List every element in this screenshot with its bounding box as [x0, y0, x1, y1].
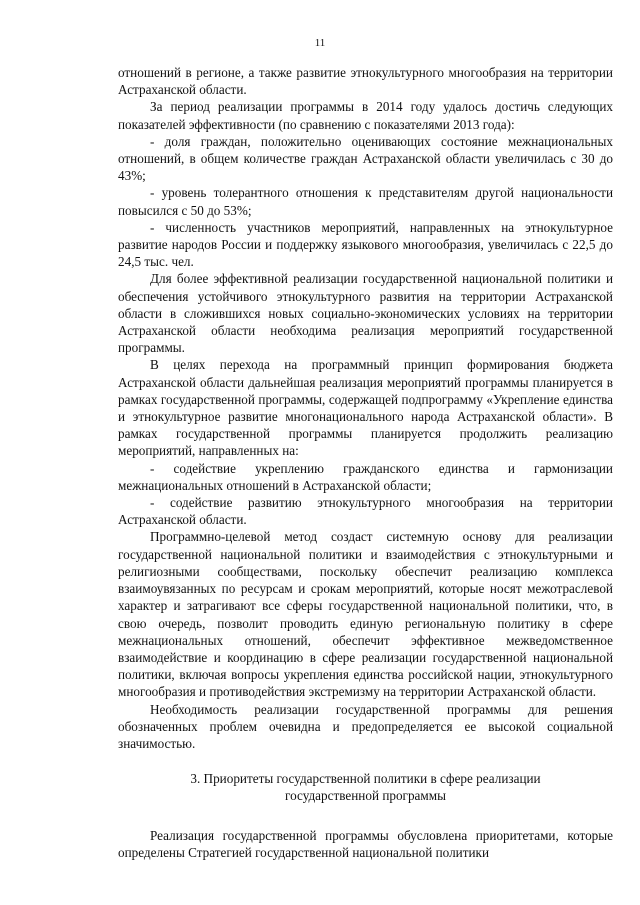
- page-number: 11: [314, 37, 326, 49]
- list-item: - содействие укреплению гражданского единства и гармонизации межнациональных отношений в Астраханской области;: [118, 460, 613, 493]
- paragraph: Необходимость реализации государственной программы для решения обозначенных проблем очевидна и предопределяется ее высокой социальной значимостью.: [118, 701, 613, 751]
- paragraph: За период реализации программы в 2014 году удалось достичь следующих показателей эффективности (по сравнению с показателями 2013 года):: [118, 99, 613, 132]
- list-item: - содействие развитию этнокультурного многообразия на территории Астраханской области.: [118, 495, 613, 528]
- paragraph: отношений в регионе, а также развитие этнокультурного многообразия на территории Астраханской области.: [118, 65, 613, 98]
- document-body: [118, 64, 613, 861]
- paragraph: Программно-целевой метод создаст системную основу для реализации государственной национальной политики и взаимодействия с этнокультурными и религиозными сообществами, поскольку обеспечит реализацию комплекса взаимоувязанных по ресурсам и срокам мероприятий, которые носят межотраслевой характер и затрагивают все сферы государственной национальной политики, что, в свою очередь, позволит проводить единую региональную политику в сфере межнациональных отношений, обеспечит эффективное межведомственное взаимодействие и координацию в сфере реализации государственной национальной политики, включая вопросы укрепления единства российской нации, этнокультурного многообразия и противодействия экстремизму на территории Астраханской области.: [118, 529, 613, 700]
- section-heading: [118, 770, 613, 804]
- paragraph: В целях перехода на программный принцип формирования бюджета Астраханской области дальнейшая реализация мероприятий программы планируется в рамках государственной программы, содержащей подпрограмму «Укрепление единства и этнокультурное развитие многонационального народа Астраханской области». В рамках государственной программы планируется продолжить реализацию мероприятий, направленных на:: [118, 357, 613, 459]
- section-heading-line: государственной программы: [285, 788, 446, 804]
- list-item: - уровень толерантного отношения к представителям другой национальности повысился с 50 до 53%;: [118, 185, 613, 218]
- list-item: - численность участников мероприятий, направленных на этнокультурное развитие народов России и поддержку языкового многообразия, увеличилась с 22,5 до 24,5 тыс. чел.: [118, 219, 613, 270]
- list-item: - доля граждан, положительно оценивающих состояние межнациональных отношений, в общем количестве граждан Астраханской области увеличилась с 30 до 43%;: [118, 133, 613, 184]
- paragraph: Реализация государственной программы обусловлена приоритетами, которые определены Стратегией государственной национальной политики: [118, 827, 613, 860]
- section-heading-line: 3. Приоритеты государственной политики в сфере реализации: [190, 771, 541, 787]
- paragraph: Для более эффективной реализации государственной национальной политики и обеспечения устойчивого этнокультурного развития на территории Астраханской области в сложившихся новых социально-экономических условиях на территории Астраханской области необходима реализация мероприятий государственной программы.: [118, 271, 613, 356]
